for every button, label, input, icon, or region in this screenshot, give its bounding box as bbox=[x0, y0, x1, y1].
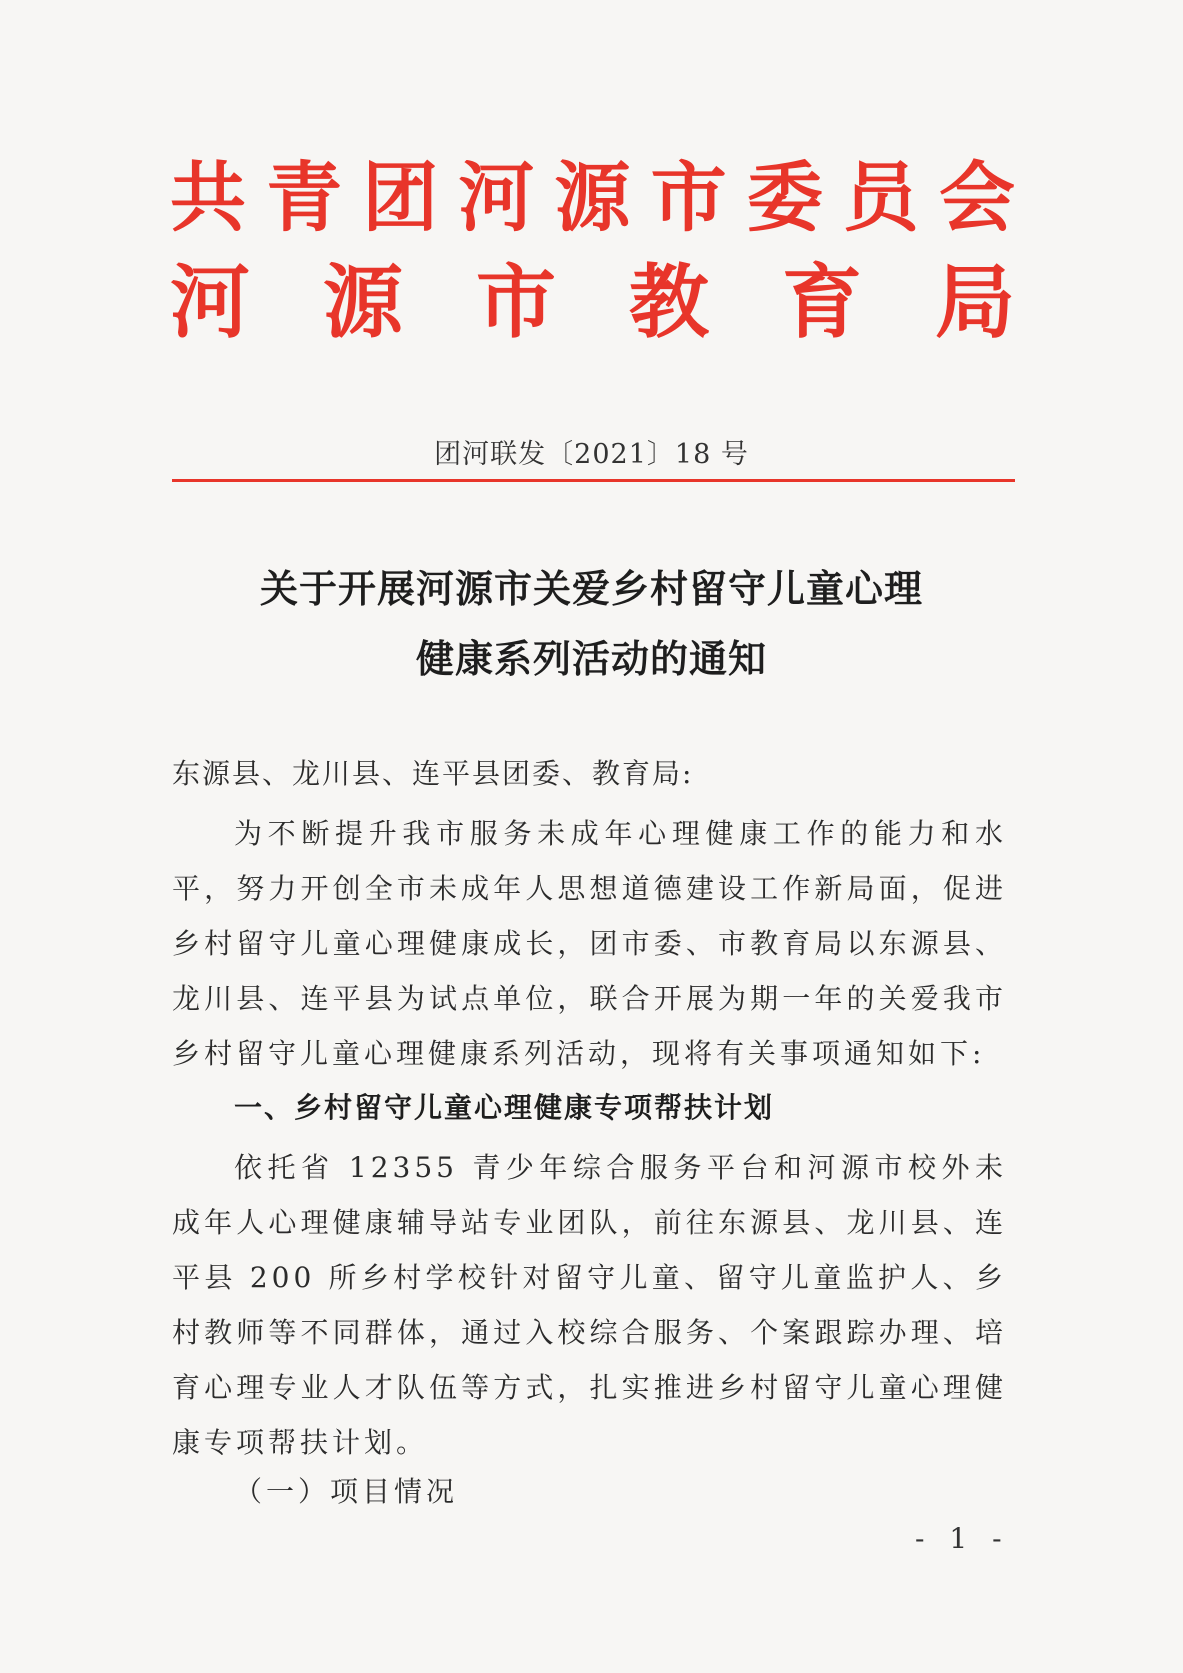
header-char: 团 bbox=[362, 153, 439, 242]
document-number: 团河联发〔2021〕18 号 bbox=[434, 439, 749, 470]
header-char: 源 bbox=[323, 255, 403, 349]
addressee: 东源县、龙川县、连平县团委、教育局: bbox=[172, 757, 694, 790]
header-char: 育 bbox=[782, 255, 862, 349]
header-char: 员 bbox=[842, 153, 919, 242]
header-char: 市 bbox=[476, 255, 556, 349]
document-title-line-1: 关于开展河源市关爱乡村留守儿童心理 bbox=[259, 567, 923, 611]
header-char: 市 bbox=[650, 153, 727, 242]
document-title-line-2: 健康系列活动的通知 bbox=[415, 637, 767, 681]
body-paragraph-2: 依托省 12355 青少年综合服务平台和河源市校外未成年人心理健康辅导站专业团队，前往东源县、龙川县、连平县 200 所乡村学校针对留守儿童、留守儿童监护人、乡村教师等不同群体，通过入校综合服务、个案跟踪办理、培育心理专业人才队伍等方式，扎实推进乡村留守儿童心理健康专项帮扶计划。 bbox=[172, 1151, 1007, 1459]
body-paragraph-1: 为不断提升我市服务未成年心理健康工作的能力和水平，努力开创全市未成年人思想道德建设工作新局面，促进乡村留守儿童心理健康成长，团市委、市教育局以东源县、龙川县、连平县为试点单位，联合开展为期一年的关爱我市乡村留守儿童心理健康系列活动，现将有关事项通知如下: bbox=[172, 817, 1007, 1070]
header-char: 教 bbox=[629, 255, 709, 349]
header-char: 河 bbox=[170, 255, 250, 349]
subsection-heading-1: （一）项目情况 bbox=[234, 1475, 459, 1508]
header-char: 共 bbox=[170, 153, 246, 242]
section-heading-1: 一、乡村留守儿童心理健康专项帮扶计划 bbox=[234, 1091, 775, 1124]
header-char: 会 bbox=[939, 153, 1015, 242]
header-divider bbox=[172, 479, 1015, 482]
header-char: 河 bbox=[458, 153, 535, 242]
header-char: 委 bbox=[746, 153, 823, 242]
header-char: 局 bbox=[935, 255, 1015, 349]
page-number: - 1 - bbox=[915, 1522, 1010, 1555]
header-char: 青 bbox=[266, 153, 343, 242]
header-org-line-1 bbox=[170, 153, 1015, 242]
header-org-line-2 bbox=[170, 255, 1015, 349]
header-char: 源 bbox=[554, 153, 631, 242]
